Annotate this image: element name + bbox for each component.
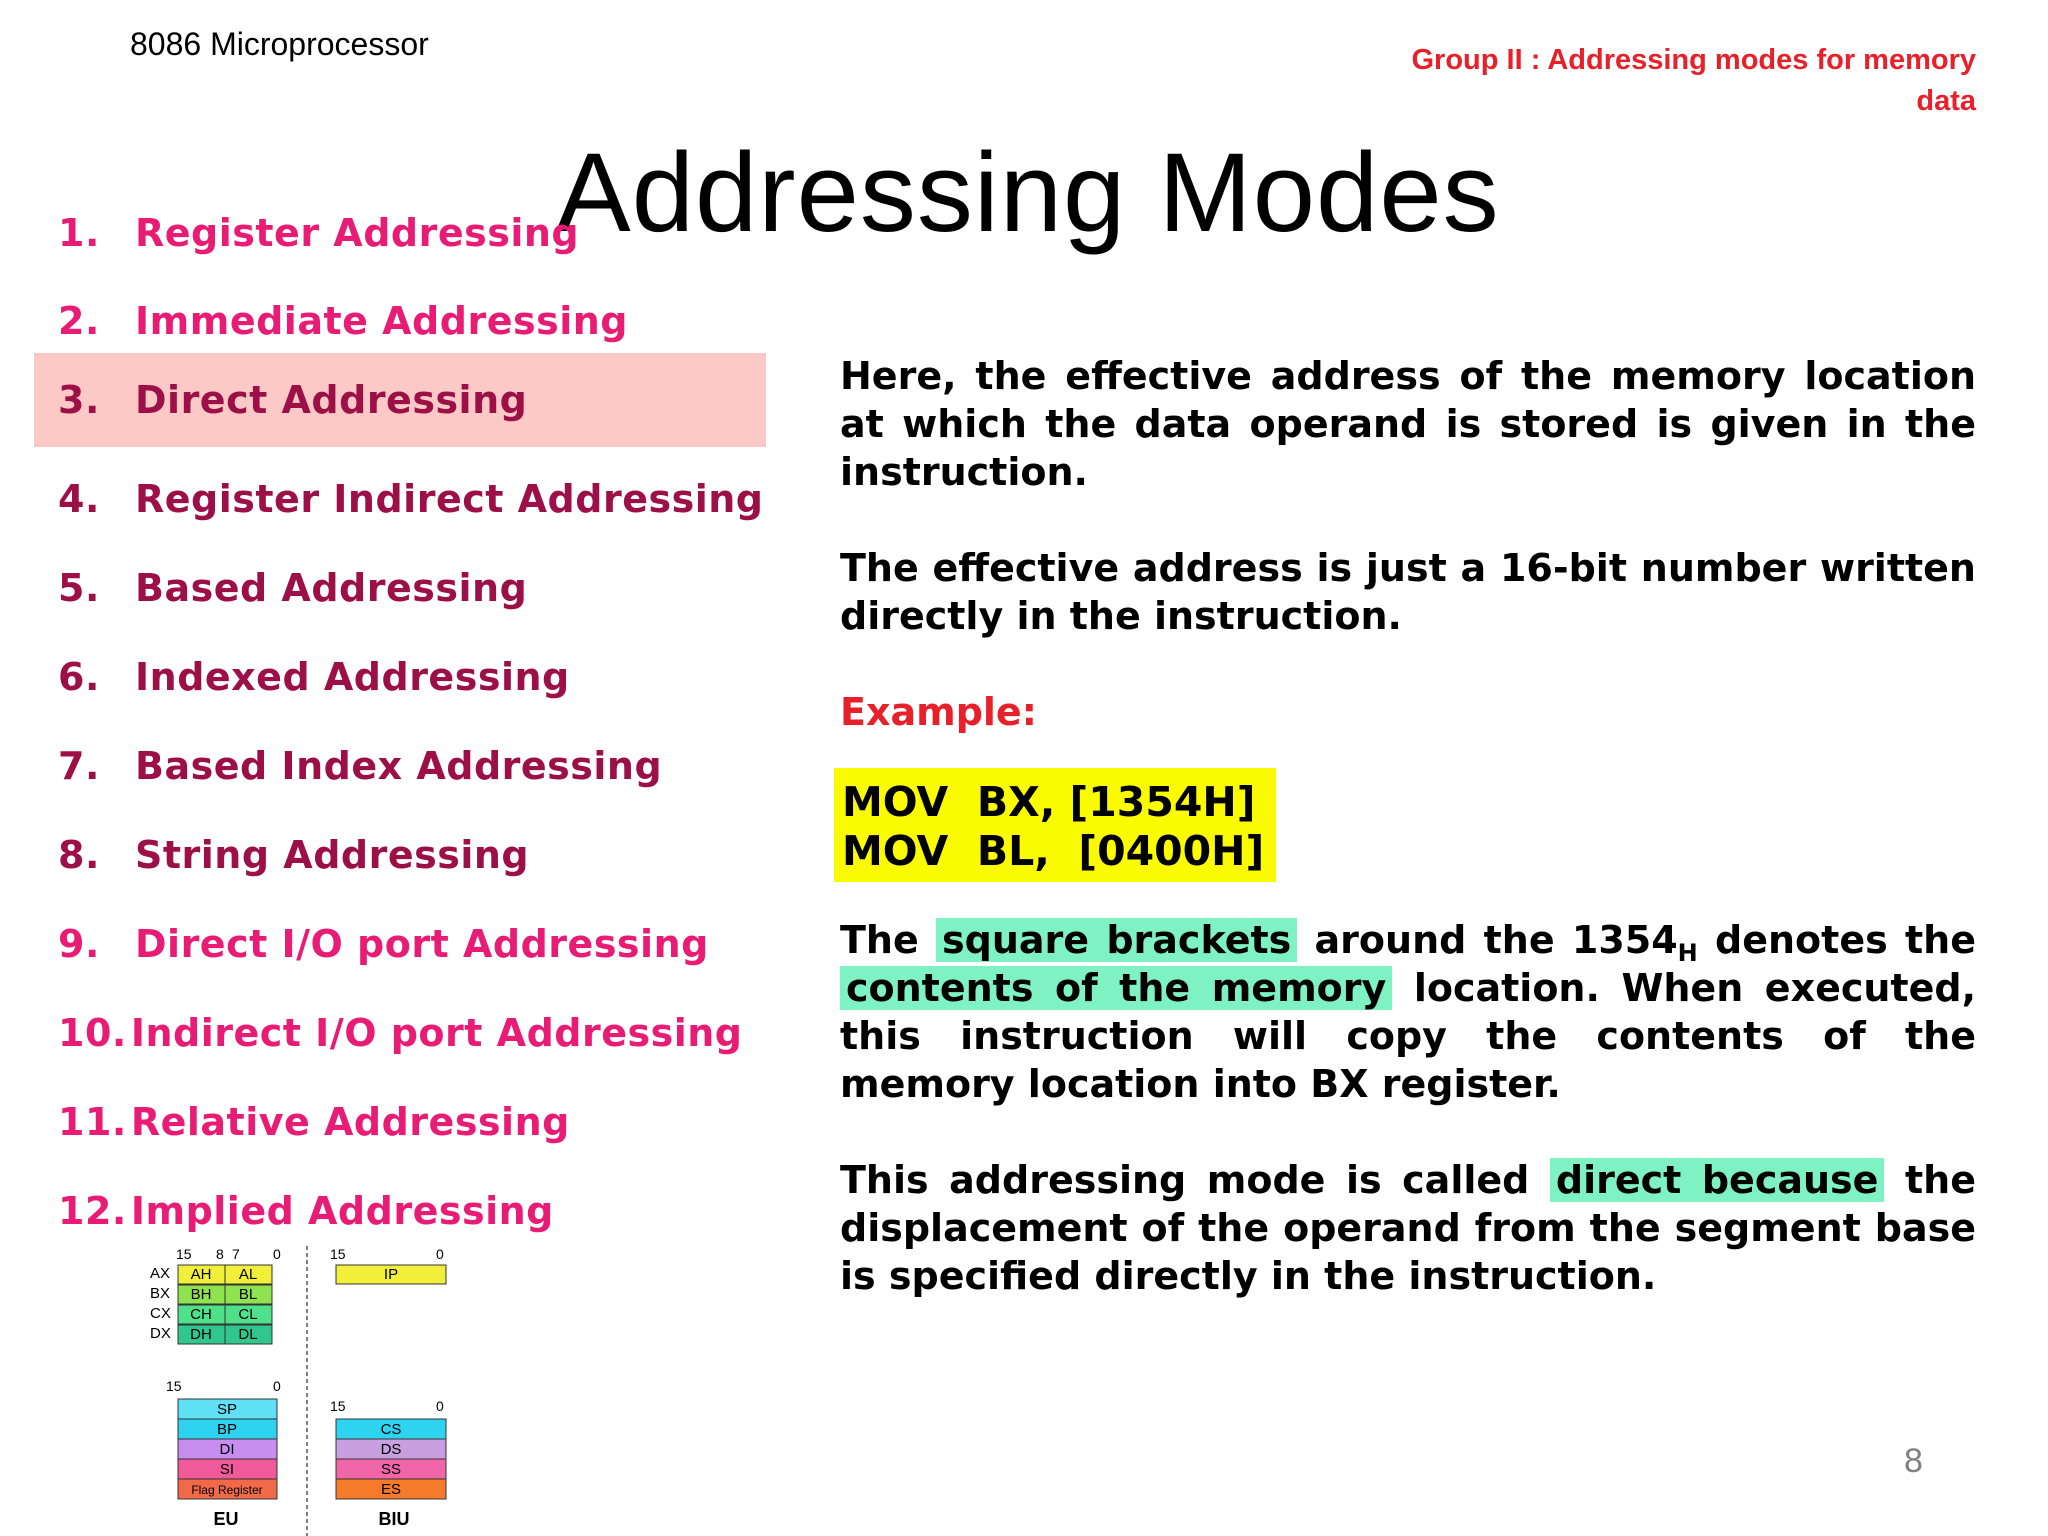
text-run: location. When executed, this instruction will copy the contents of the memory location into BX register. [840,966,1977,1106]
register-label: AH [190,1266,212,1283]
register-label: BP [216,1421,238,1438]
register-label: DS [380,1441,402,1458]
mode-item-6 [34,634,766,720]
mode-label: Direct Addressing [135,378,528,422]
mode-item-2 [34,278,766,364]
mode-number: 3. [58,378,100,422]
register-label: ES [380,1481,402,1498]
register-name: CX [150,1305,171,1322]
highlight-memory-contents: contents of the memory [840,966,1392,1010]
mode-item-11 [34,1079,766,1165]
highlight-square-brackets: square brackets [936,918,1297,962]
mode-number: 9. [58,922,100,966]
bit-label: 0 [436,1398,444,1414]
register-label: DI [219,1441,235,1458]
bit-label: 0 [273,1378,281,1394]
mode-number: 1. [58,211,100,255]
text-run: This addressing mode is called [840,1158,1550,1202]
mode-number: 10. [58,1011,127,1055]
eu-label: EU [213,1509,239,1529]
mode-number: 12. [58,1189,127,1233]
section-heading [1356,40,1976,122]
register-label: Flag Register [191,1483,263,1497]
mode-item-3-active [34,353,766,447]
mode-item-9 [34,901,766,987]
explanation-panel [840,352,1976,1348]
register-label: DL [238,1326,258,1343]
register-label: IP [383,1266,399,1283]
bit-label: 15 [330,1398,346,1414]
register-label: SP [216,1401,238,1418]
text-run: the displacement of the operand from the segment base is specified directly in the instruction. [840,1158,1976,1298]
bit-label: 7 [232,1246,240,1262]
bit-label: 0 [273,1246,281,1262]
section-heading-line1: Group II : Addressing modes for memory [1411,44,1976,76]
bit-label: 15 [330,1246,346,1262]
mode-item-5 [34,545,766,631]
brackets-paragraph [840,916,1976,1108]
bit-label: 8 [216,1246,224,1262]
bit-label: 0 [436,1246,444,1262]
section-heading-line2: data [1916,85,1976,117]
effective-address-paragraph: The effective address is just a 16-bit number written directly in the instruction. [840,546,1976,638]
mode-item-8 [34,812,766,898]
mode-label: Based Index Addressing [135,744,663,788]
mode-number: 8. [58,833,100,877]
register-label: CL [238,1306,258,1323]
direct-reason-paragraph [840,1156,1976,1300]
mode-label: Based Addressing [135,566,528,610]
mode-label: Register Indirect Addressing [135,477,764,521]
text-run: around the 1354 [1297,918,1678,962]
mode-number: 2. [58,299,100,343]
mode-item-10 [34,990,766,1076]
code-line: MOV BX, [1354H] [842,778,1256,826]
mode-label: Register Addressing [135,211,580,255]
register-name: AX [150,1265,171,1282]
page-number: 8 [1904,1442,1923,1480]
slide-title: Addressing Modes [556,130,1500,255]
biu-label: BIU [378,1509,410,1529]
bit-label: 15 [176,1246,192,1262]
mode-item-7 [34,723,766,809]
mode-number: 7. [58,744,100,788]
code-example [834,768,1276,882]
mode-label: String Addressing [135,833,530,877]
mode-label: Immediate Addressing [135,299,628,343]
mode-item-4 [34,456,766,542]
register-label: SI [219,1461,235,1478]
text-run: denotes the [1697,918,1976,962]
mode-label: Indirect I/O port Addressing [130,1011,743,1055]
register-label: BH [190,1286,212,1303]
code-line: MOV BL, [0400H] [842,827,1265,875]
mode-label: Direct I/O port Addressing [135,922,709,966]
register-label: SS [380,1461,402,1478]
mode-item-1 [34,190,766,276]
register-diagram [140,1240,460,1536]
register-name: BX [150,1285,171,1302]
register-label: AL [238,1266,258,1283]
register-label: BL [238,1286,258,1303]
course-title: 8086 Microprocessor [130,26,429,62]
text-run: The [840,918,937,962]
definition-paragraph: Here, the effective address of the memory location at which the data operand is stored is given in the instruction. [840,354,1976,494]
mode-number: 6. [58,655,100,699]
register-label: CS [380,1421,402,1438]
hex-subscript: H [1677,939,1698,967]
mode-label: Indexed Addressing [135,655,570,699]
mode-label: Relative Addressing [130,1100,570,1144]
register-diagram-svg [140,1240,460,1536]
mode-label: Implied Addressing [130,1189,554,1233]
example-label: Example: [840,690,1037,734]
register-label: CH [190,1306,212,1323]
mode-number: 4. [58,477,100,521]
mode-number: 11. [58,1100,127,1144]
bit-label: 15 [166,1378,182,1394]
register-label: DH [190,1326,212,1343]
register-name: DX [150,1325,171,1342]
mode-number: 5. [58,566,100,610]
highlight-direct-because: direct because [1550,1158,1885,1202]
